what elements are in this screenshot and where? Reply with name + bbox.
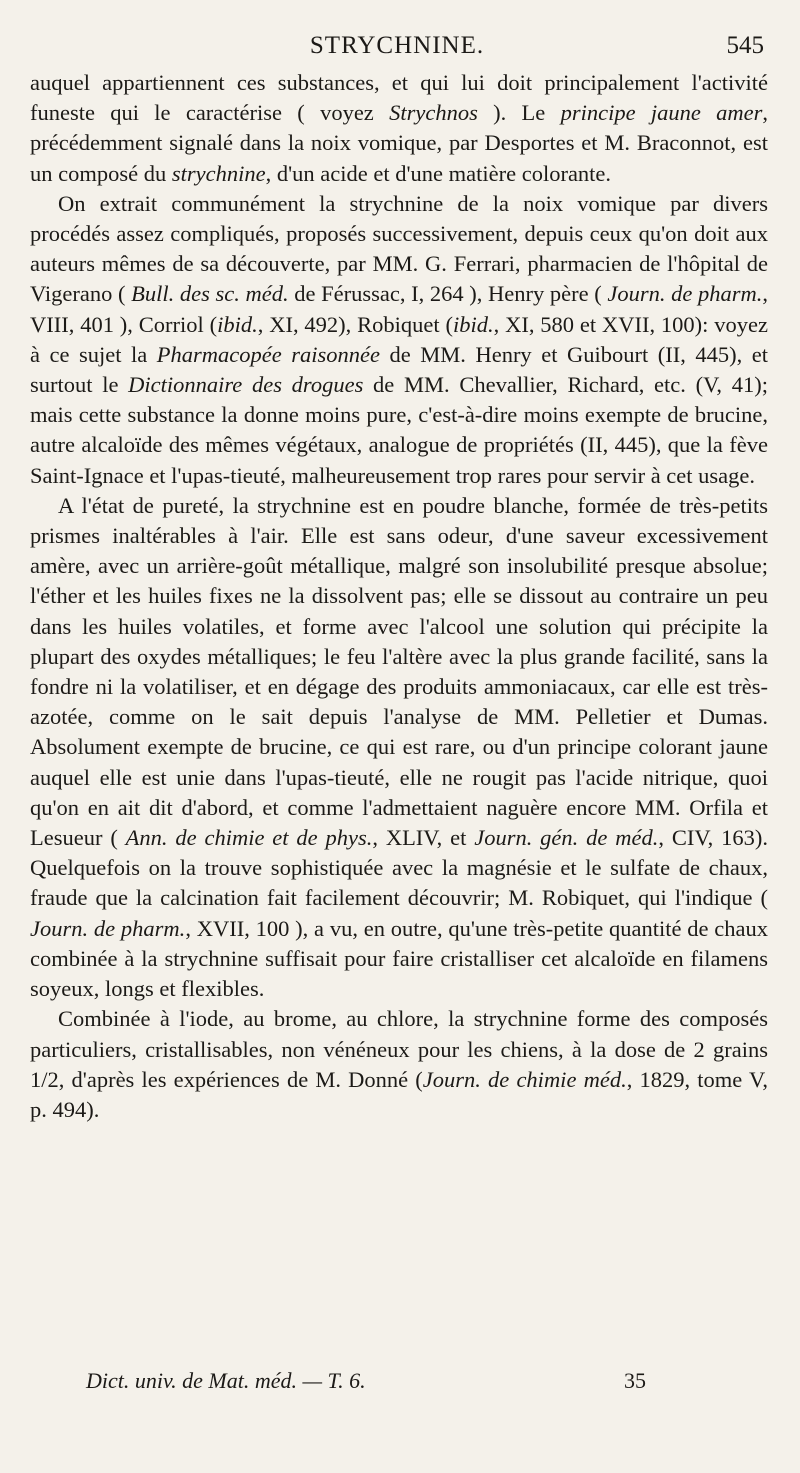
page-number: 545 — [726, 32, 764, 59]
page-header — [30, 32, 764, 66]
italic-text: Ann. de chimie et de phys. — [125, 825, 373, 851]
text-run: auquel appartiennent ces substances, et qui lui doit principalement l'activité funeste qui le caractérise ( voyez — [30, 70, 768, 126]
italic-text: Dictionnaire des drogues — [128, 372, 364, 398]
sheet-number: 35 — [624, 1368, 646, 1393]
text-run: , précédemment signalé dans la noix vomique, par Desportes et M. Braconnot, est un composé du — [30, 100, 768, 186]
running-head: STRYCHNINE. — [309, 32, 485, 59]
paragraph-4 — [30, 1004, 768, 1125]
paragraph-3 — [30, 491, 768, 1004]
italic-text: principe jaune amer — [560, 100, 763, 126]
italic-text: Journ. de pharm. — [30, 915, 186, 941]
text-run: On extrait communément la strychnine de la noix vomique par divers procédés assez compliqués, proposés successivement, depuis ceux qu'on doit aux auteurs mêmes de sa découverte, par MM. G. Ferrari, pharmacien de l'hôpital de Vigerano ( — [30, 190, 768, 307]
italic-text: Bull. des sc. méd. — [131, 281, 289, 307]
text-run: , XI, 492), Robiquet ( — [257, 311, 453, 337]
text-run: de MM. Henry et Guibourt (II, 445), et surtout le — [30, 341, 768, 398]
text-run: , XI, 580 et XVII, 100): voyez à ce sujet la — [30, 311, 768, 367]
body-text — [30, 68, 768, 1125]
italic-text: Journ. de chimie méd. — [422, 1066, 627, 1092]
text-run: , XLIV, et — [372, 825, 475, 851]
signature-line: Dict. univ. de Mat. méd. — T. 6. — [86, 1368, 366, 1393]
text-run: Combinée à l'iode, au brome, au chlore, la strychnine forme des composés particuliers, cristallisables, non vénéneux pour les chiens, à la dose de 2 grains 1/2, d'après les expériences de M. Donné ( — [30, 1006, 768, 1092]
page-footer — [86, 1368, 706, 1402]
text-run: A l'état de pureté, la strychnine est en poudre blanche, formée de très-petits prismes inaltérables à l'air. Elle est sans odeur, d'une saveur excessivement amère, avec un arrière-goût métallique, malgré son insolubilité presque absolue; l'éther et les huiles fixes ne la dissolvent pas; elle se dissout au contraire un peu dans les huiles volatiles, et forme avec l'alcool une solution qui précipite la plupart des oxydes métalliques; le feu l'altère avec la plus grande facilité, sans la fondre ni la volatiliser, et en dégage des produits ammoniacaux, car elle est très-azotée, comme on le sait depuis l'analyse de MM. Pelletier et Dumas. Absolument exempte de brucine, ce qui est rare, ou d'un principe colorant jaune auquel elle est unie dans l'upas-tieuté, elle ne rougit pas l'acide nitrique, quoi qu'on en ait dit d'abord, et comme l'admettaient naguère encore MM. Orfila et Lesueur ( — [30, 492, 768, 851]
italic-text: Pharmacopée raisonnée — [156, 341, 381, 367]
paragraph-1 — [30, 68, 768, 189]
italic-text: ibid. — [452, 311, 494, 337]
italic-text: Journ. de pharm. — [607, 281, 763, 307]
text-run: , d'un acide et d'une matière colorante. — [265, 160, 612, 186]
text-run: , XVII, 100 ), a vu, en outre, qu'une très-petite quantité de chaux combinée à la strychnine suffisait pour faire cristalliser cet alcaloïde en filamens soyeux, longs et flexibles. — [30, 915, 768, 1002]
text-run: , 1829, tome V, p. 494). — [30, 1066, 768, 1122]
text-run: , CIV, 163). Quelquefois on la trouve sophistiquée avec la magnésie et le sulfate de chaux, fraude que la calcination fait facilement découvrir; M. Robiquet, qui l'indique ( — [30, 825, 769, 911]
text-run: de Férussac, I, 264 ), Henry père ( — [288, 281, 608, 307]
text-run: ). Le — [477, 100, 561, 126]
text-run: , VIII, 401 ), Corriol ( — [30, 281, 769, 337]
italic-text: Strychnos — [389, 100, 478, 126]
paragraph-2 — [30, 189, 768, 491]
italic-text: Journ. gén. de méd. — [474, 825, 659, 851]
italic-text: ibid. — [217, 311, 258, 337]
italic-text: strychnine — [171, 160, 266, 186]
text-run: de MM. Chevallier, Richard, etc. (V, 41); mais cette substance la donne moins pure, c'est-à-dire moins exempte de brucine, autre alcaloïde des mêmes végétaux, analogue de propriétés (II, 445), que la fève Saint-Ignace et l'upas-tieuté, malheureusement trop rares pour servir à cet usage. — [30, 372, 768, 488]
